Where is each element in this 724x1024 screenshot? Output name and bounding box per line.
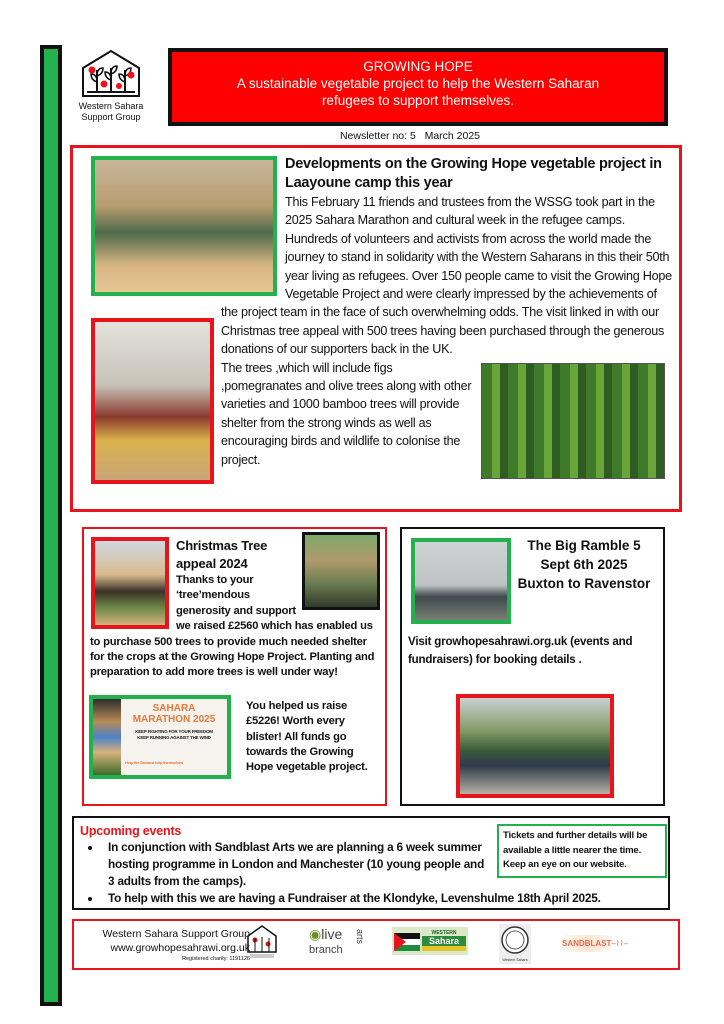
footer-website-link[interactable]: www.growhopesahrawi.org.uk <box>110 942 250 954</box>
svg-text:WESTERN: WESTERN <box>431 930 457 936</box>
marathon-raised-text: You helped us raise £5226! Worth every blister! All funds go towards the Growing Hope vegetable project. <box>246 699 368 774</box>
greenhouse-icon <box>79 48 143 98</box>
olive-branch-arts-logo: ◉live branch arts <box>309 926 365 956</box>
ramble-hillside-photo <box>456 694 614 798</box>
ramble-title-1: The Big Ramble 5 <box>527 538 641 553</box>
ramble-route: Buxton to Ravenstor <box>517 576 651 591</box>
tree-saplings-photo <box>302 532 380 610</box>
sandblast-logo: SANDBLAST–⌇⌇– <box>556 935 634 952</box>
footer-org-name: Western Sahara Support Group <box>102 928 250 940</box>
ramble-title <box>514 536 654 593</box>
upcoming-events-section <box>72 816 670 910</box>
ramble-group-photo <box>411 538 511 624</box>
poster-title: SAHARA MARATHON 2025 <box>132 702 216 725</box>
finish-line-photo <box>91 318 214 484</box>
western-sahara-campaign-logo <box>392 927 468 957</box>
poster-slogan-1: KEEP FIGHTING FOR YOUR FREEDOM <box>135 728 213 734</box>
poster-slogan-2: KEEP RUNNING AGAINST THE WIND <box>137 734 211 740</box>
tickets-note: Tickets and further details will be available a little nearer the time. Keep an eye on our website. <box>497 824 667 878</box>
footer-charity-number: Registered charity: 1191126 <box>182 956 250 962</box>
footer-org-info <box>90 927 250 963</box>
western-sahara-seal-logo <box>499 924 531 964</box>
header-subtitle: A sustainable vegetable project to help the Western Saharan refugees to support themselves. <box>236 76 600 108</box>
tree-planting-photo <box>91 537 169 629</box>
svg-text:Sahara: Sahara <box>428 936 460 946</box>
newsletter-issue: Newsletter no: 5 March 2025 <box>339 130 481 142</box>
poster-footer: Help the Sahrawi help themselves <box>125 760 184 766</box>
wssg-logo <box>74 48 148 123</box>
main-article-body: This February 11 friends and trustees from the WSSG took part in the 2025 Sahara Marathon and cultural week in the refugee camps. Hundreds of volunteers and activists from across the world made the journey to stand in solidarity with the Western Saharans in this their 50th year living as refugees. Over 150 people came to visit the Growing Hope Vegetable Project and were clearly impressed by the achievements of the project team in the face of such overwhelming odds. The visit linked in with our Christmas tree appeal with 500 trees having been purchased through the generous donations of our supporters back in the UK. <box>221 195 672 357</box>
main-article <box>70 145 682 512</box>
logo-text-2: Support Group <box>81 112 141 122</box>
header-banner <box>168 48 668 126</box>
svg-text:Western Sahara: Western Sahara <box>502 958 528 962</box>
header-title: GROWING HOPE <box>363 59 473 74</box>
main-article-trees: The trees ,which will include figs ,pomegranates and olive trees along with other varieties and 1000 bamboo trees will provide shelter from the strong winds as well as encouraging birds and wildlife to colonise the project. <box>221 360 472 467</box>
events-heading: Upcoming events <box>80 824 182 838</box>
event-item: • To help with this we are having a Fundraiser at the Klondyke, Levenshulme 18th April 2025. <box>102 890 672 907</box>
big-ramble-section <box>400 527 665 806</box>
sahara-marathon-poster <box>89 695 231 779</box>
ramble-booking-info: Visit growhopesahrawi.org.uk (events and fundraisers) for booking details . <box>408 635 633 666</box>
christmas-title: Christmas Tree appeal 2024 <box>176 538 268 571</box>
marathon-group-photo <box>91 156 277 296</box>
logo-text-1: Western Sahara <box>78 101 144 111</box>
event-item: • In conjunction with Sandblast Arts we are planning a 6 week summer hosting programme in London and Manchester (10 young people and 3 adults from the camps). <box>102 839 488 890</box>
footer <box>72 919 680 970</box>
main-article-title: Developments on the Growing Hope vegetable project in Laayoune camp this year <box>285 156 662 191</box>
greenhouse-crops-photo <box>481 363 665 479</box>
ramble-date: Sept 6th 2025 <box>540 557 628 572</box>
christmas-appeal-section <box>82 527 387 806</box>
wssg-footer-logo <box>246 924 278 960</box>
green-side-bar <box>40 45 62 1006</box>
christmas-body: Thanks to your ‘tree’mendous generosity and support we raised £2560 which has enabled us to purchase 500 trees to provide much needed shelter for the crops at the Growing Hope Project. Planting and preparation to add more trees is well under way! <box>90 574 375 679</box>
poster-photo-strip <box>93 699 121 775</box>
